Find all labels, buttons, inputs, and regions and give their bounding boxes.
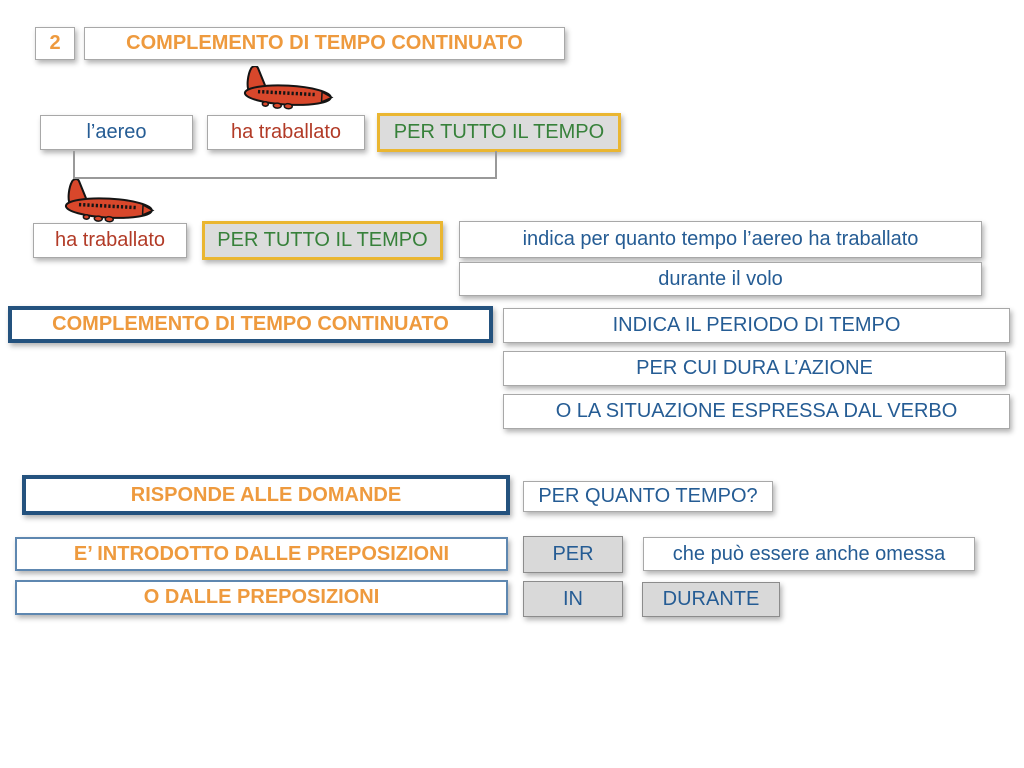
slide-number: 2 — [49, 32, 61, 54]
subject-label: l’aereo — [86, 121, 147, 143]
verb-box — [33, 223, 187, 258]
subject-box — [40, 115, 193, 150]
airplane-icon — [235, 66, 335, 112]
answers-questions-label: RISPONDE ALLE DOMANDE — [130, 483, 402, 506]
preposition-label: IN — [563, 587, 583, 610]
slide-title-box — [84, 27, 565, 60]
verb-label: ha traballato — [54, 229, 166, 251]
explanation-line: durante il volo — [658, 267, 783, 290]
bracket-connector — [73, 151, 497, 179]
definition-line: O LA SITUAZIONE ESPRESSA DAL VERBO — [555, 400, 958, 422]
introduced-by-box — [15, 537, 508, 571]
definition-line-box — [503, 308, 1010, 343]
verb-box — [207, 115, 365, 150]
term-box — [8, 306, 493, 343]
definition-line-box — [503, 351, 1006, 386]
preposition-box — [642, 582, 780, 617]
or-by-prepositions-box — [15, 580, 508, 615]
question-box — [523, 481, 773, 512]
or-by-prepositions-label: O DALLE PREPOSIZIONI — [143, 586, 380, 608]
preposition-box — [523, 536, 623, 573]
slide-number-box — [35, 27, 75, 60]
preposition-label: PER — [552, 543, 594, 565]
term-label: COMPLEMENTO DI TEMPO CONTINUATO — [52, 313, 449, 335]
introduced-by-label: E’ INTRODOTTO DALLE PREPOSIZIONI — [73, 542, 450, 565]
preposition-note-box — [643, 537, 975, 571]
preposition-box — [523, 581, 623, 617]
preposition-label: DURANTE — [662, 588, 760, 610]
definition-line: PER CUI DURA L’AZIONE — [636, 357, 873, 379]
preposition-note: che può essere anche omessa — [672, 542, 946, 565]
complement-box — [202, 221, 443, 260]
verb-label: ha traballato — [230, 121, 342, 143]
definition-line-box — [503, 394, 1010, 429]
definition-line: INDICA IL PERIODO DI TEMPO — [612, 314, 901, 336]
question-label: PER QUANTO TEMPO? — [538, 485, 758, 507]
complement-label: PER TUTTO IL TEMPO — [393, 121, 605, 143]
complement-label: PER TUTTO IL TEMPO — [217, 229, 428, 251]
complement-box — [377, 113, 621, 152]
explanation-box — [459, 262, 982, 296]
explanation-box — [459, 221, 982, 258]
answers-questions-box — [22, 475, 510, 515]
airplane-icon — [56, 179, 156, 225]
explanation-line: indica per quanto tempo l’aereo ha traballato — [522, 228, 919, 250]
slide-title: COMPLEMENTO DI TEMPO CONTINUATO — [126, 32, 523, 54]
